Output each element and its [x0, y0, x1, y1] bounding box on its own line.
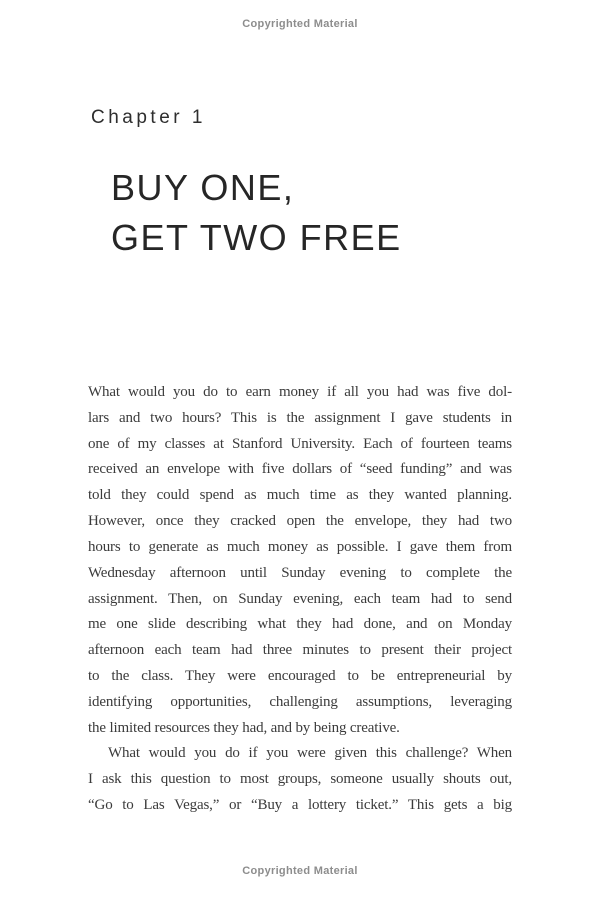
- chapter-title-line-1: BUY ONE,: [111, 167, 295, 208]
- body-text-line: received an envelope with five dollars of “seed funding” and was: [88, 461, 512, 478]
- body-text-line: lars and two hours? This is the assignment I gave students in: [88, 409, 512, 426]
- body-text-line: the limited resources they had, and by being creative.: [88, 719, 400, 736]
- body-text-line: to the class. They were encouraged to be entrepreneurial by: [88, 667, 512, 684]
- body-text-line: However, once they cracked open the envelope, they had two: [88, 513, 512, 530]
- chapter-title: [111, 163, 402, 263]
- body-text: [88, 380, 512, 819]
- body-text-line: identifying opportunities, challenging assumptions, leveraging: [88, 693, 512, 710]
- body-text-line: What would you do if you were given this challenge? When: [108, 745, 512, 762]
- body-text-line: “Go to Las Vegas,” or “Buy a lottery ticket.” This gets a big: [88, 797, 512, 813]
- chapter-title-line-2: GET TWO FREE: [111, 217, 402, 258]
- copyright-notice-bottom: Copyrighted Material: [242, 865, 358, 877]
- body-text-line: hours to generate as much money as possible. I gave them from: [88, 538, 512, 555]
- body-text-line: Wednesday afternoon until Sunday evening to complete the: [88, 564, 512, 581]
- body-text-line: told they could spend as much time as they wanted planning.: [88, 487, 512, 504]
- body-text-line: I ask this question to most groups, someone usually shouts out,: [88, 771, 512, 788]
- body-text-line: What would you do to earn money if all you had was five dol-: [88, 384, 512, 400]
- body-text-line: afternoon each team had three minutes to present their project: [88, 642, 512, 659]
- copyright-notice-top: Copyrighted Material: [242, 18, 358, 30]
- body-text-line: assignment. Then, on Sunday evening, each team had to send: [88, 590, 512, 607]
- body-text-line: one of my classes at Stanford University. Each of fourteen teams: [88, 435, 512, 452]
- body-text-line: me one slide describing what they had done, and on Monday: [88, 616, 512, 633]
- chapter-label: Chapter 1: [91, 107, 206, 128]
